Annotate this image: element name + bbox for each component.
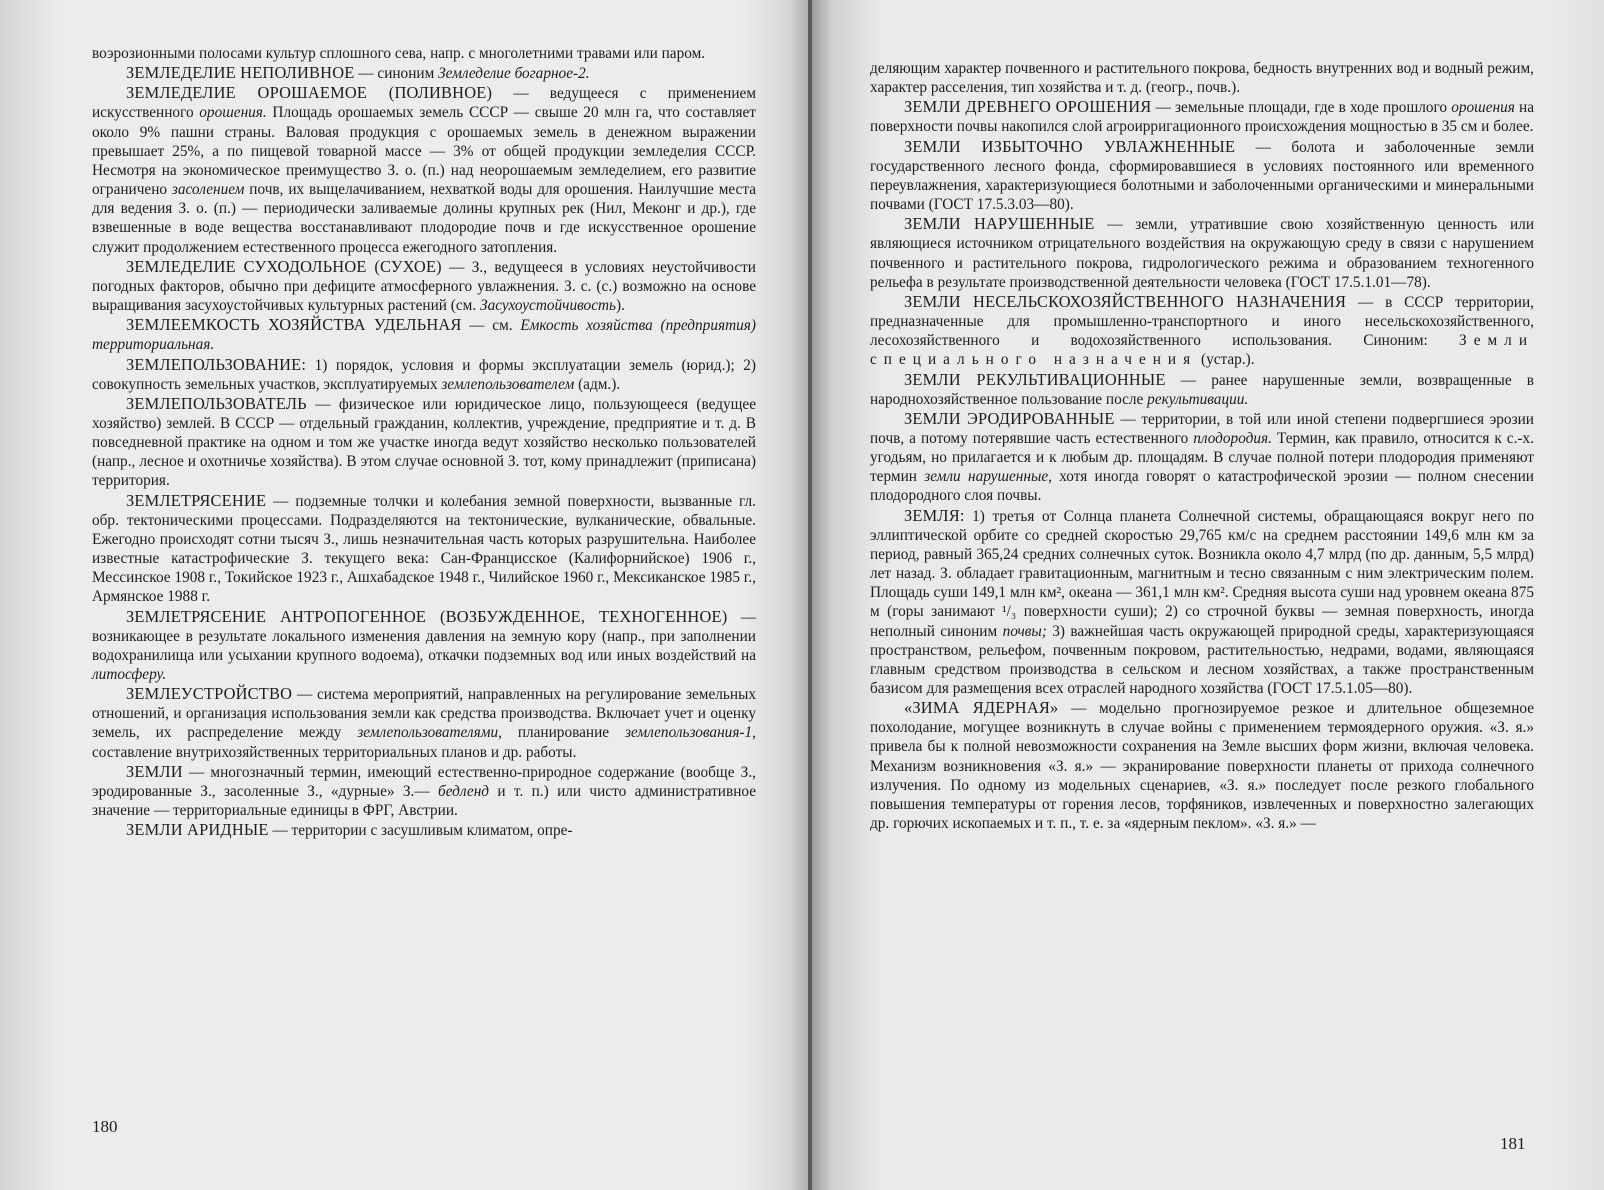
entry-headword: ЗЕМЛЕДЕЛИЕ ОРОШАЕМОЕ (ПОЛИВНОЕ) (126, 83, 493, 103)
entry-text: — см. (461, 317, 521, 335)
dictionary-entry (870, 137, 1534, 215)
entry-text: 1) третья от Солнца планета Солнечной системы, обращающаяся вокруг него по эллиптической орбите со средней скоростью 29,765 км/с на среднем расстоянии 149,6 млн км за период, равный 365,24 средних солнечных суток. Возникла около 4,7 млрд (по др. данным, 5,5 млрд) лет назад. З. обладает гравитационным, магнитным и тесно связанным с ним электрическим полем. Площадь суши 149,1 млн км², океана — 361,1 млн км². Средняя высота суши над уровнем океана 875 м (горы занимают ¹/₃ поверхности суши); 2) со строчной буквы — земная поверхность, иногда неполный синоним (870, 507, 1534, 640)
entry-text: деляющим характер почвенного и растительного покрова, бедность внутренних вод и водный режим, характер расселения, тип хозяйства и т. д. (геогр., почв.). (870, 60, 1534, 97)
dictionary-entry (92, 684, 756, 762)
dictionary-entry (92, 820, 756, 840)
entry-headword: ЗЕМЛЕДЕЛИЕ НЕПОЛИВНОЕ (126, 63, 355, 83)
entry-text: ). (616, 297, 625, 315)
dictionary-entry (92, 83, 756, 256)
cross-reference: землепользователями, (357, 724, 502, 742)
entry-text: — территории, в той или иной степени подвергшиеся эрозии почв, а потому потерявшие часть естественного (870, 410, 1534, 447)
cross-reference: бедленд (438, 782, 490, 800)
page-number-right: 181 (1500, 1134, 1526, 1153)
entry-text: (адм.). (574, 375, 621, 393)
entry-headword: ЗЕМЛЕТРЯСЕНИЕ АНТРОПОГЕННОЕ (ВОЗБУЖДЕННОЕ, ТЕХНОГЕННОЕ) (126, 606, 728, 626)
entry-headword: ЗЕМЛИ НАРУШЕННЫЕ (904, 214, 1095, 234)
entry-text: — подземные толчки и колебания земной поверхности, вызванные гл. обр. тектоническими процессами. Подразделяются на тектонические, вулканические, обвальные. Ежегодно происходят сотни тысяч З., лишь незначительная часть которых разрушительна. Наиболее известные катастрофические З. текущего века: Сан-Францисское (Калифорнийское) 1906 г., Мессинское 1908 г., Токийское 1923 г., Ашхабадское 1948 г., Чилийское 1960 г., Мексиканское 1985 г., Армянское 1988 г. (92, 492, 756, 606)
dictionary-entry (870, 506, 1534, 699)
dictionary-entry (92, 257, 756, 315)
entry-text: — земельные площади, где в ходе прошлого (1151, 99, 1452, 117)
entry-text: воэрозионными полосами культур сплошного сева, напр. с многолетними травами или паром. (92, 45, 706, 62)
entry-text: — земли, утратившие свою хозяйственную ценность или являющиеся источником отрицательного воздействия на окружающую среду в связи с нарушением почвенного и растительного покрова, гидрологического режима и образованием техногенного рельефа в результате производственной деятельности человека (ГОСТ 17.5.1.01—78). (870, 216, 1535, 291)
dictionary-entry (92, 63, 756, 83)
dictionary-entry (870, 409, 1534, 506)
cross-reference: землепользования-1, (624, 724, 756, 742)
continued-text (92, 44, 756, 63)
dictionary-entry (870, 698, 1534, 833)
entry-text: — физическое или юридическое лицо, пользующееся (ведущее хозяйство) землей. В СССР — отдельный гражданин, коллектив, учреждение, предприятие и т. д. В повседневной практике на одном и том же участке иногда ведут хозяйство несколько пользователей (напр., лесное и охотничье хозяйства). В этом случае основной З. тот, кому принадлежит (приписана) территория. (92, 395, 756, 490)
page-number-left: 180 (92, 1117, 118, 1136)
entry-headword: ЗЕМЛЕЕМКОСТЬ ХОЗЯЙСТВА УДЕЛЬНАЯ (126, 315, 462, 335)
entry-text: планирование (501, 724, 625, 742)
entry-text: — территории с засушливым климатом, опре- (268, 822, 573, 840)
right-page-text (870, 59, 1534, 833)
entry-headword: ЗЕМЛИ НЕСЕЛЬСКОХОЗЯЙСТВЕННОГО НАЗНАЧЕНИЯ (904, 291, 1347, 311)
dictionary-entry (92, 315, 756, 354)
dictionary-entry (870, 214, 1534, 292)
dictionary-entry (92, 491, 756, 607)
entry-text: Площадь орошаемых земель СССР — свыше 20 млн га, что составляет около 9% пашни страны. Валовая продукция с орошаемых земель в денежном выражении превышает 25%, а по пищевой товарной массе — 3% от общей продукции земледелия СССР. Несмотря на экономическое преимущество З. о. (п.) над неорошаемым земледелием, его развитие ограничено (92, 104, 756, 199)
entry-text: (устар.). (1197, 351, 1255, 369)
entry-text: — ранее нарушенные земли, возвращенные в народнохозяйственное пользование после (870, 371, 1534, 408)
entry-headword: ЗЕМЛЕТРЯСЕНИЕ (126, 490, 267, 510)
entry-text: — многозначный термин, имеющий естественно-природное содержание (вообще З., эродированные З., засоленные З., «дурные» З.— (92, 763, 756, 800)
dictionary-entry (870, 370, 1534, 409)
left-page-text (92, 44, 756, 840)
entry-text: — ведущееся с применением искусственного (92, 85, 756, 122)
entry-headword: ЗЕМЛЕУСТРОЙСТВО (126, 684, 293, 704)
entry-text: — синоним (354, 65, 439, 83)
cross-reference: Емкость хозяйства (предприятия) территориальная. (92, 317, 756, 354)
cross-reference: землепользователем (441, 375, 575, 393)
right-page (812, 0, 1604, 1190)
entry-text: — в СССР территории, предназначенные для промышленно-транспортного и иного несельскохозяйственного, лесохозяйственного и водохозяйственного использования. Синоним: (870, 293, 1534, 350)
cross-reference: литосферу. (92, 666, 167, 683)
entry-headword: ЗЕМЛЯ: (904, 505, 965, 525)
entry-text: хотя иногда говорят о катастрофической эрозии — полном снесении плодородного слоя почвы. (870, 468, 1534, 505)
cross-reference: рекультивации. (1147, 390, 1249, 408)
entry-headword: ЗЕМЛИ (126, 761, 183, 781)
entry-text: Термин, как правило, относится к с.-х. угодьям, но прилагается и к любым др. площадям. В случае полной потери плодородия применяют термин (870, 429, 1534, 486)
entry-headword: «ЗИМА ЯДЕРНАЯ» (904, 698, 1059, 718)
dictionary-entry (92, 607, 756, 685)
entry-text: 3) важнейшая часть окружающей природной среды, характеризующаяся пространством, рельефом, почвенным покровом, растительностью, недрами, водами, являющаяся главным средством производства в сельском и лесном хозяйствах, а также пространственным базисом для размещения всех отраслей народного хозяйства (ГОСТ 17.5.1.05—80). (870, 622, 1535, 697)
entry-headword: ЗЕМЛИ ДРЕВНЕГО ОРОШЕНИЯ (904, 97, 1152, 117)
entry-text: — З., ведущееся в условиях неустойчивости погодных факторов, обычно при дефиците атмосферного увлажнения. З. с. (с.) возможно на основе выращивания засухоустойчивых культурных растений (см. (92, 258, 756, 315)
dictionary-entry (92, 394, 756, 491)
dictionary-entry (870, 97, 1534, 136)
dictionary-entry (92, 355, 756, 394)
entry-text: — модельно прогнозируемое резкое и длительное общеземное похолодание, могущее возникнуть в случае войны с применением термоядерного оружия. «З. я.» привела бы к полной невозможности сохранения на Земле высших форм жизни, включая человека. Механизм возникновения «З. я.» — экранирование поверхности планеты от прихода солнечного излучения. По одному из модельных сценариев, «З. я.» последует после резкого глобального повышения температуры от горения лесов, торфяников, извлеченных и поверхностно залегающих др. горючих ископаемых и т. п., т. е. за «ядерным пеклом». «З. я.» — (870, 700, 1534, 833)
cross-reference: орошения (1451, 99, 1515, 117)
cross-reference: почвы; (1002, 622, 1047, 640)
entry-text: — возникающее в результате локального изменения давления на земную кору (напр., при заполнении водохранилища или усыхании крупного водоема), откачки подземных вод или иных воздействий на (92, 608, 757, 664)
spaced-synonym: Земли специального назначения (870, 332, 1534, 369)
cross-reference: Земледелие богарное-2. (438, 65, 590, 83)
continued-text (870, 59, 1534, 97)
dictionary-entry (870, 292, 1534, 370)
entry-text: и т. п.) или чисто административное значение — территориальные единицы в ФРГ, Австрии. (92, 782, 756, 820)
entry-headword: ЗЕМЛИ РЕКУЛЬТИВАЦИОННЫЕ (904, 369, 1166, 389)
entry-text: почв, их выщелачиванием, нехваткой воды для орошения. Наилучшие места для ведения З. о. (п.) — периодически заливаемые долины крупных рек (Нил, Меконг и др.), где взвешенные в воде вещества восстанавливают плодородие почв и где искусственное орошение служит продолжением естественного процесса ежегодного затопления. (92, 181, 756, 256)
entry-text: — болота и заболоченные земли государственного лесного фонда, сформировавшиеся в условиях постоянного или временного переувлажнения, характеризующиеся болотными и заболоченными органическими и минеральными почвами (ГОСТ 17.5.3.03—80). (870, 138, 1535, 214)
entry-headword: ЗЕМЛЕПОЛЬЗОВАНИЕ: (126, 354, 307, 374)
cross-reference: плодородия. (1193, 429, 1272, 447)
entry-headword: ЗЕМЛИ ЭРОДИРОВАННЫЕ (904, 408, 1115, 428)
entry-text: 1) порядок, условия и формы эксплуатации земель (юрид.); 2) совокупность земельных участков, эксплуатируемых (92, 356, 756, 393)
cross-reference: засолением (171, 181, 245, 199)
entry-headword: ЗЕМЛИ АРИДНЫЕ (126, 820, 269, 840)
dictionary-entry (92, 762, 756, 820)
entry-headword: ЗЕМЛИ ИЗБЫТОЧНО УВЛАЖНЕННЫЕ (904, 136, 1236, 156)
entry-headword: ЗЕМЛЕДЕЛИЕ СУХОДОЛЬНОЕ (СУХОЕ) (126, 256, 442, 276)
entry-text: составление внутрихозяйственных территориальных планов и др. работы. (92, 743, 577, 761)
cross-reference: земли нарушенные, (924, 468, 1052, 486)
entry-headword: ЗЕМЛЕПОЛЬЗОВАТЕЛЬ (126, 393, 307, 413)
entry-text: на поверхности почвы накопился слой агроирригационного происхождения мощностью в 35 см и более. (870, 99, 1534, 136)
cross-reference: Засухоустойчивость (480, 297, 616, 315)
cross-reference: орошения. (199, 104, 267, 122)
entry-text: — система мероприятий, направленных на регулирование земельных отношений, и организация использования земли как средства производства. Включает учет и оценку земель, их распределение между (92, 686, 756, 742)
